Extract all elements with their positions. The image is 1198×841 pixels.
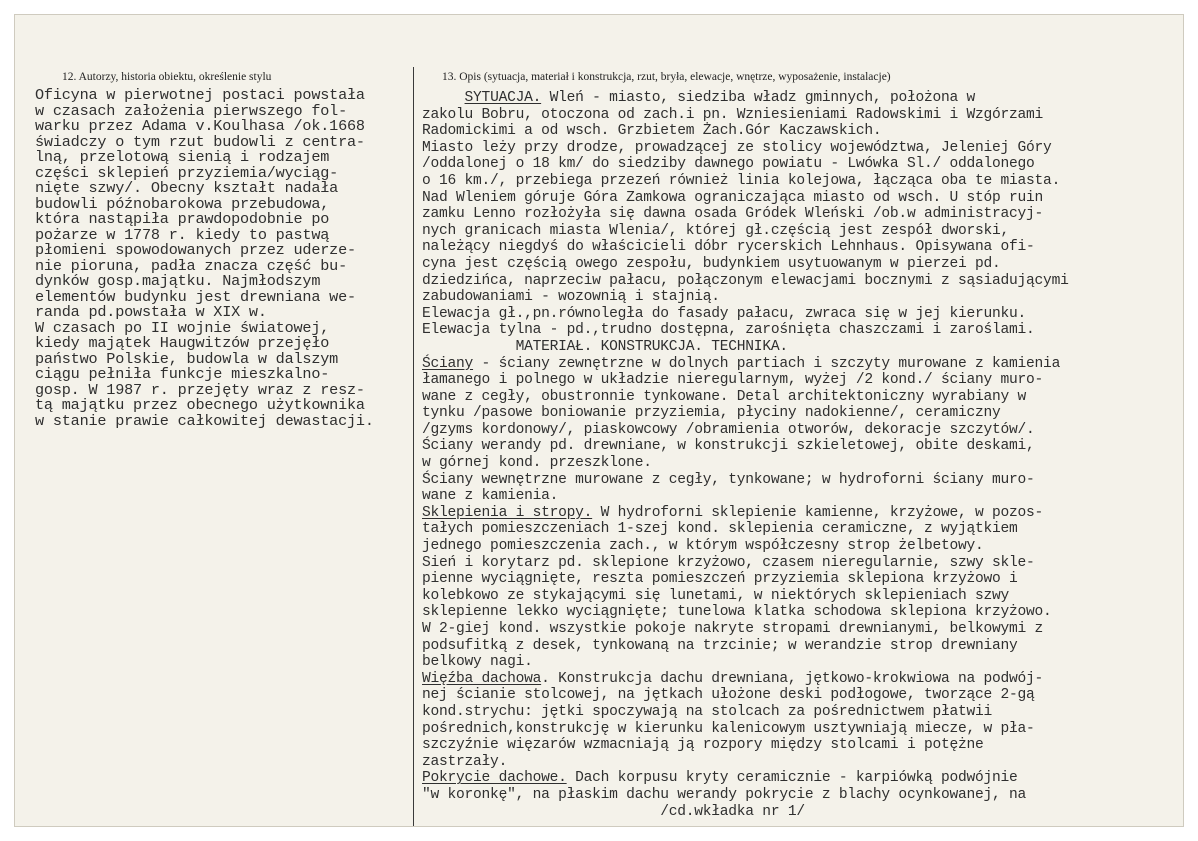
typed-line: [422, 472, 1069, 489]
typed-line: która nastąpiła prawdopodobnie po: [35, 210, 330, 228]
typed-line: kiedy majątek Haugwitzów przejęło: [35, 334, 330, 352]
typed-line: [422, 389, 1069, 406]
line-text: Nad Wleniem góruje Góra Zamkowa ograniczająca miasto od wsch. U stóp ruin: [422, 189, 1044, 206]
typed-line: gosp. W 1987 r. przejęty wraz z resz-: [35, 380, 365, 399]
typed-line: nięte szwy/. Obecny kształt nadała: [35, 179, 339, 197]
line-text: pienne wyciągnięte, reszta pomieszczeń przyziemia sklepiona krzyżowo i: [422, 571, 1018, 588]
typed-line: [422, 638, 1069, 655]
typed-line: nie pioruna, padła znacza część bu-: [35, 256, 347, 275]
typed-line: [422, 588, 1069, 605]
typed-line: budowli późnobarokowa przebudowa,: [35, 194, 330, 213]
line-text: o 16 km./, przebiega przezeń również linia kolejowa, łącząca oba te miasta.: [422, 172, 1061, 189]
section-13-header: 13. Opis (sytuacja, materiał i konstrukcja, rzut, bryła, elewacje, wnętrze, wyposażenie, instalacje): [442, 71, 891, 83]
line-text: dziedzińca, naprzeciw pałacu, połączonym elewacjami bocznymi z sąsiadującymi: [422, 272, 1069, 289]
line-text: Elewacja gł.,pn.równoległa do fasady pałacu, zwraca się w jej kierunku.: [422, 305, 1027, 322]
line-text: MATERIAŁ. KONSTRUKCJA. TECHNIKA.: [515, 338, 788, 355]
typed-line: [422, 239, 1069, 256]
line-text: tynku /pasowe boniowanie przyziemia, płyciny nadokienne/, ceramiczny: [422, 405, 1001, 422]
typed-line: randa pd.powstała w XIX w.: [35, 303, 267, 321]
typed-line: [422, 90, 1069, 107]
typed-line: [422, 190, 1069, 207]
line-text: zastrzały.: [422, 753, 508, 770]
typed-line: [422, 322, 1069, 339]
typed-line: [422, 770, 1069, 787]
line-text: /oddalonej o 18 km/ do siedziby dawnego powiatu - Lwówka Sl./ oddalonego: [422, 156, 1035, 173]
typed-line: [422, 223, 1069, 240]
typed-line: [422, 521, 1069, 538]
line-text: szczyźnie więzarów wzmacniają ją rozpory między stolcami i potężne: [422, 737, 984, 754]
column-divider: [413, 67, 414, 827]
typed-line: [422, 356, 1069, 373]
typed-line: [422, 737, 1069, 754]
typed-line: [422, 571, 1069, 588]
line-text: /cd.wkładka nr 1/: [660, 803, 805, 820]
typed-line: lną, przelotową sienią i rodzajem: [35, 148, 330, 166]
typed-line: elementów budynku jest drewniana we-: [35, 287, 356, 306]
section-lead: Pokrycie dachowe.: [422, 770, 567, 787]
typed-line: [422, 405, 1069, 422]
section-lead: Ściany: [422, 355, 474, 372]
line-text: nej ścianie stolcowej, na jętkach ułożone deski podłogowe, tworzące 2-gą: [422, 687, 1035, 704]
typed-line: pożarze w 1778 r. kiedy to pastwą: [35, 225, 330, 244]
typed-line: [422, 173, 1069, 190]
section-lead: SYTUACJA.: [464, 90, 542, 106]
line-text: Wleń - miasto, siedziba władz gminnych, położona w: [541, 90, 976, 106]
line-text: Ściany wewnętrzne murowane z cegły, tynkowane; w hydroforni ściany muro-: [422, 471, 1035, 488]
typed-line: [422, 787, 1069, 804]
line-text: kolebkowo ze stykającymi się lunetami, w niektórych sklepieniach szwy: [422, 587, 1010, 604]
line-text: należący niegdyś do właścicieli dóbr rycerskich Lehnhaus. Opisywana ofi-: [422, 239, 1035, 256]
line-text: Ściany werandy pd. drewniane, w konstrukcji szkieletowej, obite deskami,: [422, 438, 1035, 455]
line-text: pośrednich,konstrukcję w kierunku kalenicowym usztywniają miecze, w pła-: [422, 720, 1035, 737]
typed-line: Oficyna w pierwotnej postaci powstała: [35, 86, 365, 104]
typed-line: dynków gosp.majątku. Najmłodszym: [35, 272, 321, 290]
typed-line: [422, 621, 1069, 638]
typed-line: [422, 339, 1069, 356]
typed-line: [422, 687, 1069, 704]
typed-line: [422, 289, 1069, 306]
typed-line: W czasach po II wojnie światowej,: [35, 318, 330, 337]
line-text: kond.strychu: jętki spoczywają na stolcach za pośrednictwem płatwii: [422, 703, 993, 720]
typed-line: [422, 604, 1069, 621]
typed-line: [422, 654, 1069, 671]
line-text: cyna jest częścią owego zespołu, budynkiem usytuowanym w pierzei pd.: [422, 255, 1001, 272]
section-12-header: 12. Autorzy, historia obiektu, określenie stylu: [62, 71, 272, 83]
line-text: nych granicach miasta Wlenia/, której gł.częścią jest zespół dworski,: [422, 222, 1010, 239]
typed-line: [422, 123, 1069, 140]
typed-line: [422, 256, 1069, 273]
typed-line: [422, 505, 1069, 522]
typed-line: [422, 206, 1069, 223]
typed-line: części sklepień przyziemia/wyciąg-: [35, 163, 339, 182]
line-text: w górnej kond. przeszklone.: [422, 455, 652, 472]
line-text: jednego pomieszczenia zach., w którym współczesny strop żelbetowy.: [422, 538, 984, 555]
typed-line: ciągu pełniła funkcje mieszkalno-: [35, 365, 330, 383]
typed-line: państwo Polskie, budowla w dalszym: [35, 349, 339, 368]
typed-line: [422, 273, 1069, 290]
line-text: . Konstrukcja dachu drewniana, jętkowo-krokwiowa na podwój-: [541, 670, 1044, 687]
line-text: Miasto leży przy drodze, prowadzącej ze stolicy województwa, Jeleniej Góry: [422, 139, 1052, 156]
description-text: [422, 90, 1069, 820]
line-text: wane z kamienia.: [422, 488, 559, 505]
typed-line: [422, 488, 1069, 505]
line-text: belkowy nagi.: [422, 654, 533, 671]
typed-line: [422, 140, 1069, 157]
typed-line: świadczy o tym rzut budowli z centra-: [35, 132, 365, 151]
line-text: wane z cegły, obustronnie tynkowane. Detal architektoniczny wyrabiany w: [422, 388, 1027, 405]
typed-line: [422, 372, 1069, 389]
typed-line: [422, 721, 1069, 738]
line-text: W 2-giej kond. wszystkie pokoje nakryte stropami drewnianymi, belkowymi z: [422, 621, 1044, 637]
line-text: Dach korpusu kryty ceramicznie - karpiówką podwójnie: [566, 770, 1018, 787]
line-text: zakolu Bobru, otoczona od zach.i pn. Wzniesieniami Radowskimi i Wzgórzami: [422, 106, 1044, 123]
typed-line: w czasach założenia pierwszego fol-: [35, 101, 347, 120]
typed-line: [422, 704, 1069, 721]
typed-line: tą majątku przez obecnego użytkownika: [35, 396, 365, 414]
typed-line: warku przez Adama v.Koulhasa /ok.1668: [35, 117, 365, 135]
line-text: - ściany zewnętrzne w dolnych partiach i szczyty murowane z kamienia: [473, 355, 1061, 372]
authors-history-text: [35, 88, 374, 429]
section-lead: Sklepienia i stropy.: [422, 504, 593, 521]
inventory-card-sheet: [14, 14, 1184, 827]
typed-line: [422, 306, 1069, 323]
typed-line: płomieni spowodowanych przez uderze-: [35, 241, 356, 259]
typed-line: [422, 107, 1069, 124]
line-text: sklepienne lekko wyciągnięte; tunelowa klatka schodowa sklepiona krzyżowo.: [422, 604, 1052, 621]
line-text: Radomickimi a od wsch. Grzbietem Żach.Gór Kaczawskich.: [422, 123, 882, 140]
typed-line: [422, 538, 1069, 555]
line-text: /gzyms kordonowy/, piaskowcowy /obramienia otworów, dekoracje szczytów/.: [422, 421, 1035, 438]
line-text: Elewacja tylna - pd.,trudno dostępna, zarośnięta chaszczami i zaroślami.: [422, 322, 1035, 339]
line-text: podsufitką z desek, tynkowaną na trzcinie; w werandzie strop drewniany: [422, 637, 1018, 654]
line-text: łamanego i polnego w układzie nieregularnym, wyżej /2 kond./ ściany muro-: [422, 372, 1044, 389]
typed-line: [422, 804, 1069, 821]
typed-line: [422, 156, 1069, 173]
typed-line: [422, 438, 1069, 455]
typed-line: [422, 671, 1069, 688]
line-text: zabudowaniami - wozownią i stajnią.: [422, 289, 720, 306]
typed-line: [422, 455, 1069, 472]
line-text: tałych pomieszczeniach 1-szej kond. sklepienia ceramiczne, z wyjątkiem: [422, 521, 1018, 538]
typed-line: [422, 754, 1069, 771]
typed-line: w stanie prawie całkowitej dewastacji.: [35, 411, 374, 430]
section-lead: Więźba dachowa: [422, 670, 542, 687]
line-text: Sień i korytarz pd. sklepione krzyżowo, czasem nieregularnie, szwy skle-: [422, 554, 1035, 571]
line-text: zamku Lenno rozłożyła się dawna osada Gródek Wleński /ob.w administracyj-: [422, 206, 1044, 223]
typed-line: [422, 422, 1069, 439]
line-text: "w koronkę", na płaskim dachu werandy pokrycie z blachy ocynkowanej, na: [422, 786, 1027, 803]
line-text: W hydroforni sklepienie kamienne, krzyżowe, w pozos-: [592, 504, 1044, 521]
typed-line: [422, 555, 1069, 572]
